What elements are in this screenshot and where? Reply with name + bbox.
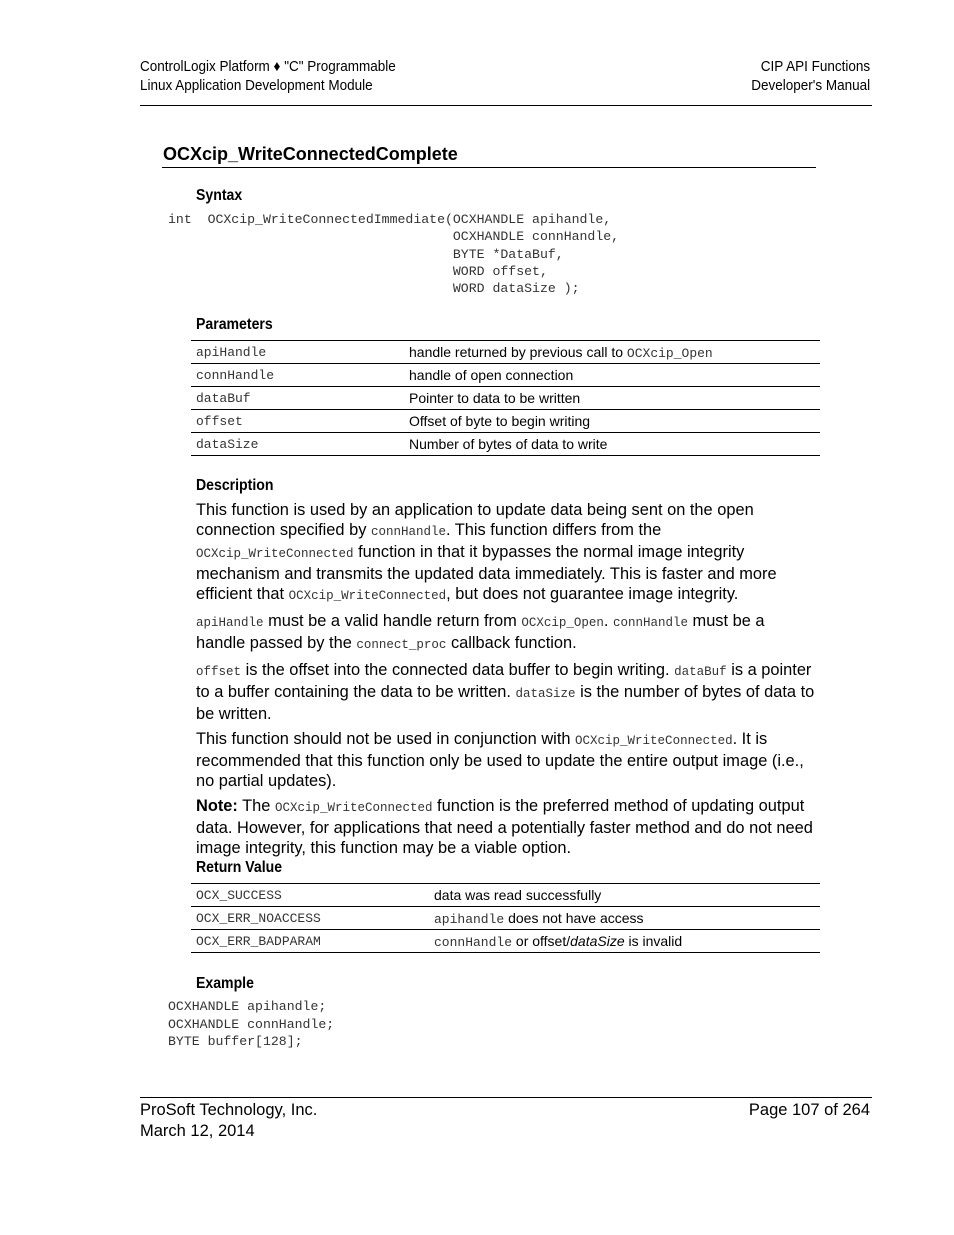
code-run: connHandle bbox=[434, 934, 513, 950]
table-row bbox=[191, 410, 820, 433]
return-value-table bbox=[191, 883, 820, 953]
note-paragraph bbox=[196, 796, 818, 858]
footer-company: ProSoft Technology, Inc. bbox=[140, 1101, 318, 1119]
header-section-line: CIP API Functions bbox=[760, 58, 870, 75]
text-run: does not have access bbox=[504, 909, 644, 926]
header-rule bbox=[140, 105, 872, 106]
running-header-left bbox=[140, 57, 396, 95]
table-row bbox=[191, 884, 820, 907]
return-desc: data was read successfully bbox=[429, 884, 820, 907]
description-paragraph bbox=[196, 611, 818, 655]
code-run: connHandle bbox=[612, 616, 688, 630]
text-run: must be a handle passed by the bbox=[196, 612, 765, 652]
text-run: or offset/ bbox=[512, 932, 571, 949]
header-product-line: ControlLogix Platform ♦ "C" Programmable bbox=[140, 58, 396, 75]
text-run: The bbox=[237, 797, 275, 815]
text-run: callback function. bbox=[446, 634, 577, 652]
description-body bbox=[196, 500, 818, 863]
description-paragraph bbox=[196, 729, 818, 791]
return-code: OCX_SUCCESS bbox=[191, 884, 429, 907]
text-run: function is the preferred method of updating output data. However, for applications that need a potentially faster method and do not need image integrity, this function may be a viable option. bbox=[196, 797, 813, 857]
param-name: apiHandle bbox=[191, 341, 404, 364]
example-heading: Example bbox=[196, 975, 254, 992]
text-run: , but does not guarantee image integrity. bbox=[446, 585, 739, 603]
code-run: connect_proc bbox=[356, 638, 447, 652]
text-run: is the number of bytes of data to be written. bbox=[196, 683, 815, 723]
code-run: connHandle bbox=[370, 525, 446, 539]
description-paragraph bbox=[196, 660, 818, 724]
text-run: must be a valid handle return from bbox=[263, 612, 522, 630]
parameters-table bbox=[191, 340, 820, 456]
param-desc: Number of bytes of data to write bbox=[404, 433, 820, 456]
footer-left bbox=[140, 1100, 317, 1141]
text-run: function in that it bypasses the normal image integrity mechanism and transmits the updated data immediately. This is faster and more efficient that bbox=[196, 543, 777, 603]
text-run: is a pointer to a buffer containing the data to be written. bbox=[196, 661, 812, 701]
return-desc bbox=[429, 930, 820, 953]
code-run: offset bbox=[196, 665, 242, 679]
table-row bbox=[191, 930, 820, 953]
text-run: is invalid bbox=[624, 932, 683, 949]
title-rule bbox=[162, 167, 816, 168]
text-run: is the offset into the connected data buffer to begin writing. bbox=[241, 661, 675, 679]
return-code: OCX_ERR_NOACCESS bbox=[191, 907, 429, 930]
param-desc: handle of open connection bbox=[404, 364, 820, 387]
return-desc bbox=[429, 907, 820, 930]
table-row bbox=[191, 907, 820, 930]
text-run: . bbox=[603, 612, 613, 630]
header-manual-line: Developer's Manual bbox=[751, 77, 870, 94]
table-row bbox=[191, 433, 820, 456]
param-desc-text: handle returned by previous call to bbox=[409, 343, 627, 360]
text-run: This function is used by an application to update data being sent on the open connection specified by bbox=[196, 501, 754, 539]
param-desc: Offset of byte to begin writing bbox=[404, 410, 820, 433]
page-title: OCXcip_WriteConnectedComplete bbox=[163, 144, 458, 164]
table-row bbox=[191, 341, 820, 364]
text-run: . It is recommended that this function only be used to update the entire output image (i.e., no partial updates). bbox=[196, 730, 804, 790]
param-desc-code: OCXcip_Open bbox=[626, 345, 713, 361]
syntax-heading: Syntax bbox=[196, 187, 243, 204]
param-name: offset bbox=[191, 410, 404, 433]
italic-run: dataSize bbox=[570, 932, 625, 949]
return-code: OCX_ERR_BADPARAM bbox=[191, 930, 429, 953]
description-heading: Description bbox=[196, 477, 274, 494]
parameters-heading: Parameters bbox=[196, 316, 273, 333]
code-run: dataSize bbox=[515, 687, 576, 701]
param-desc: Pointer to data to be written bbox=[404, 387, 820, 410]
example-code: OCXHANDLE apihandle; OCXHANDLE connHandle; BYTE buffer[128]; bbox=[168, 999, 335, 1049]
text-run: This function should not be used in conjunction with bbox=[196, 730, 576, 748]
table-row bbox=[191, 364, 820, 387]
header-module-line: Linux Application Development Module bbox=[140, 77, 373, 94]
code-run: OCXcip_WriteConnected bbox=[274, 801, 433, 815]
param-desc bbox=[404, 341, 820, 364]
description-paragraph bbox=[196, 500, 818, 606]
page-number: Page 107 of 264 bbox=[748, 1101, 870, 1119]
footer-right bbox=[749, 1100, 870, 1121]
param-name: connHandle bbox=[191, 364, 404, 387]
footer-rule bbox=[140, 1097, 872, 1098]
param-name: dataSize bbox=[191, 433, 404, 456]
code-run: apihandle bbox=[434, 911, 505, 927]
table-row bbox=[191, 387, 820, 410]
note-label: Note: bbox=[196, 797, 238, 815]
param-name: dataBuf bbox=[191, 387, 404, 410]
running-header-right bbox=[751, 57, 870, 95]
text-run: . This function differs from the bbox=[445, 521, 662, 539]
syntax-code: int OCXcip_WriteConnectedImmediate(OCXHANDLE apihandle, OCXHANDLE connHandle, BYTE *DataBuf, WORD offset, WORD dataSize ); bbox=[168, 212, 620, 297]
code-run: OCXcip_WriteConnected bbox=[575, 734, 733, 748]
code-run: dataBuf bbox=[674, 665, 727, 679]
footer-date: March 12, 2014 bbox=[140, 1121, 255, 1140]
code-run: apiHandle bbox=[196, 616, 264, 630]
code-run: OCXcip_Open bbox=[521, 616, 604, 630]
code-run: OCXcip_WriteConnected bbox=[196, 547, 354, 561]
code-run: OCXcip_WriteConnected bbox=[288, 589, 447, 603]
return-value-heading: Return Value bbox=[196, 859, 283, 876]
